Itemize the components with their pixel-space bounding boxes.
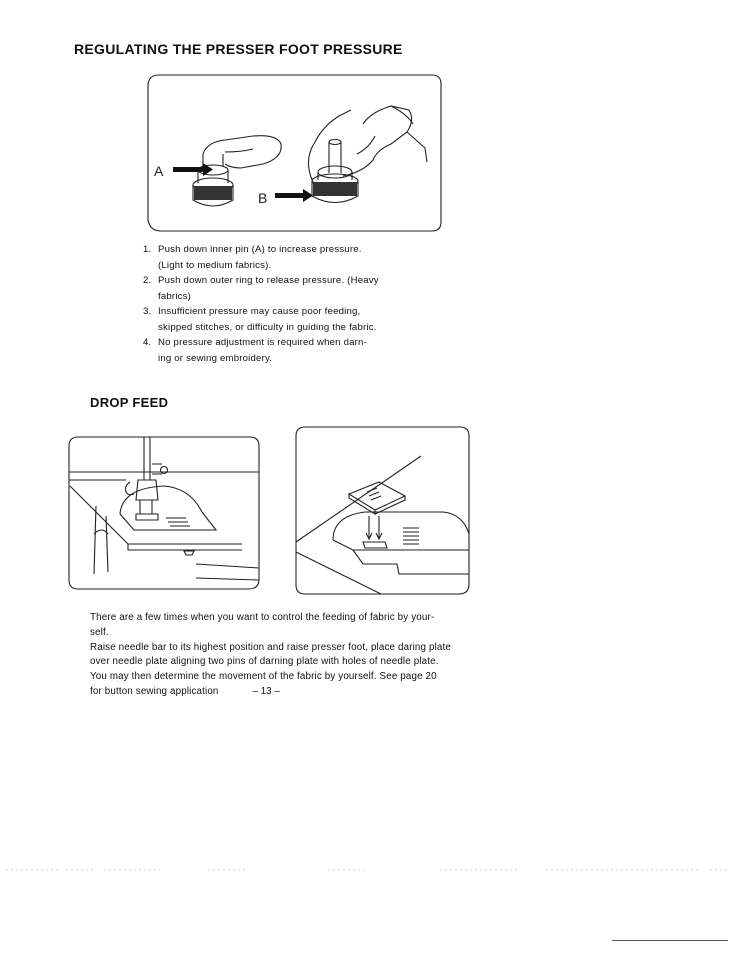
section-heading-drop-feed: DROP FEED xyxy=(90,395,169,410)
item-number: 4. xyxy=(143,337,152,348)
page-number: – 13 – xyxy=(252,685,280,697)
list-item xyxy=(143,335,418,366)
list-item xyxy=(143,242,418,273)
scan-noise xyxy=(0,869,738,871)
paragraph-line: Raise needle bar to its highest position and raise presser foot, place daring plate xyxy=(90,641,451,653)
footer-rule xyxy=(612,940,728,941)
item-line: ing or sewing embroidery. xyxy=(158,352,273,364)
item-line: (Light to medium fabrics). xyxy=(158,259,272,271)
item-line: No pressure adjustment is required when darn- xyxy=(158,337,367,348)
paragraph-line: self. xyxy=(90,626,109,638)
paragraph-line: You may then determine the movement of the fabric by yourself. See page 20 xyxy=(90,671,437,683)
sewing-machine-illustration xyxy=(66,434,260,592)
list-item xyxy=(143,304,418,335)
paragraph-line: over needle plate aligning two pins of darning plate with holes of needle plate. xyxy=(90,656,439,668)
label-b: B xyxy=(258,190,268,206)
instruction-list xyxy=(143,242,418,366)
item-number: 3. xyxy=(143,306,152,317)
item-number: 1. xyxy=(143,244,152,255)
item-line: skipped stitches, or difficulty in guiding the fabric. xyxy=(158,321,377,333)
drop-feed-paragraph xyxy=(90,611,488,700)
item-line: Push down inner pin (A) to increase pressure. xyxy=(158,244,362,255)
paragraph-line: for button sewing application xyxy=(90,685,219,697)
label-a: A xyxy=(154,163,164,179)
item-line: fabrics) xyxy=(158,290,192,302)
paragraph-line: There are a few times when you want to control the feeding of fabric by your- xyxy=(90,612,435,623)
item-line: Push down outer ring to release pressure. (Heavy xyxy=(158,275,379,286)
presser-foot-illustration xyxy=(145,72,442,234)
list-item xyxy=(143,273,418,304)
darning-plate-illustration xyxy=(293,424,471,596)
item-number: 2. xyxy=(143,275,152,286)
item-line: Insufficient pressure may cause poor feeding, xyxy=(158,306,361,317)
section-heading-presser-foot: REGULATING THE PRESSER FOOT PRESSURE xyxy=(74,41,403,57)
